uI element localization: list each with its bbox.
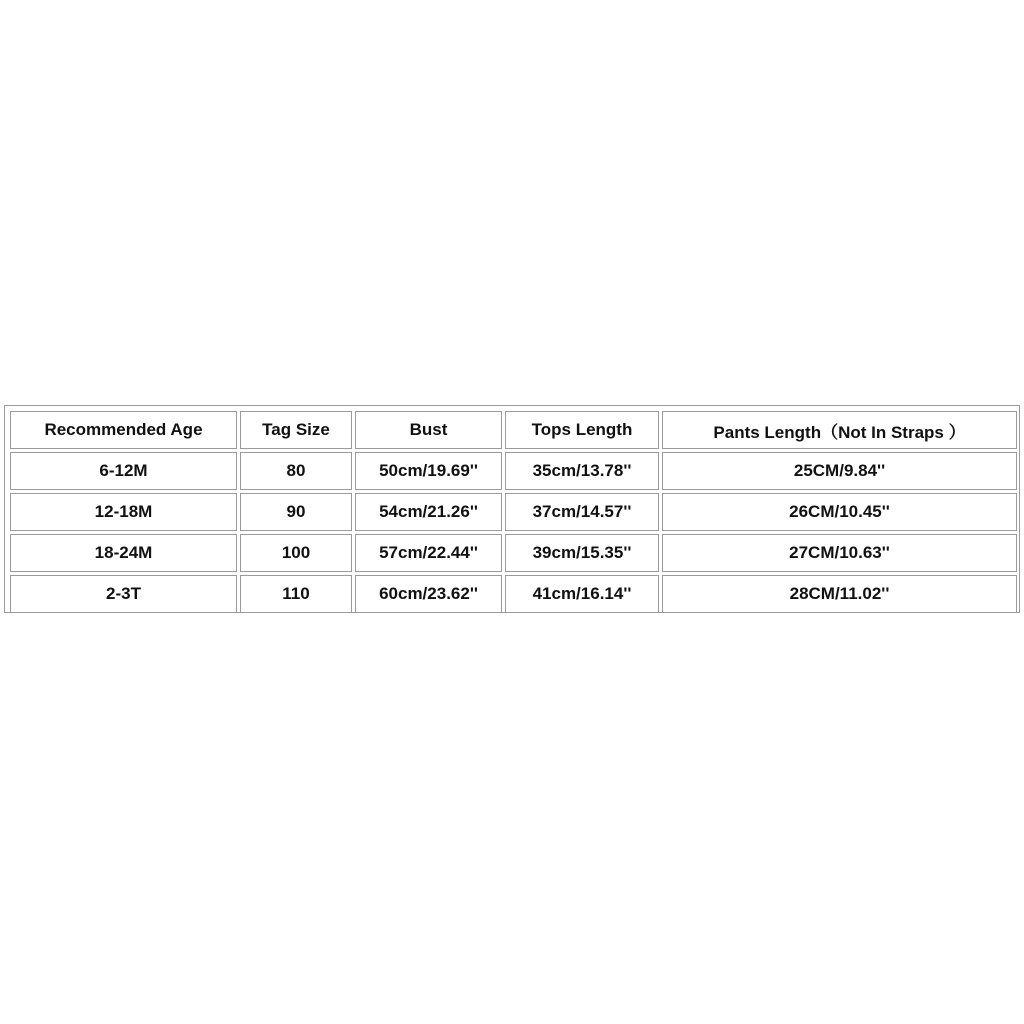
cell-pants-length: 26CM/10.45'' <box>662 493 1017 531</box>
cell-recommended-age: 12-18M <box>10 493 237 531</box>
cell-tag-size: 100 <box>240 534 352 572</box>
cell-tops-length: 35cm/13.78'' <box>505 452 659 490</box>
table-row <box>10 452 1017 490</box>
cell-tag-size: 90 <box>240 493 352 531</box>
header-cell-tops-length: Tops Length <box>505 411 659 449</box>
header-row <box>10 411 1017 449</box>
cell-tag-size: 80 <box>240 452 352 490</box>
table-row <box>10 493 1017 531</box>
header-cell-pants-length: Pants Length（Not In Straps ） <box>662 411 1017 449</box>
table-row <box>10 534 1017 572</box>
cell-bust: 60cm/23.62'' <box>355 575 502 613</box>
header-cell-tag-size: Tag Size <box>240 411 352 449</box>
cell-tag-size: 110 <box>240 575 352 613</box>
cell-pants-length: 28CM/11.02'' <box>662 575 1017 613</box>
cell-bust: 57cm/22.44'' <box>355 534 502 572</box>
cell-pants-length: 27CM/10.63'' <box>662 534 1017 572</box>
size-chart-table <box>7 408 1020 616</box>
header-cell-recommended-age: Recommended Age <box>10 411 237 449</box>
cell-recommended-age: 18-24M <box>10 534 237 572</box>
cell-bust: 54cm/21.26'' <box>355 493 502 531</box>
cell-tops-length: 37cm/14.57'' <box>505 493 659 531</box>
cell-tops-length: 41cm/16.14'' <box>505 575 659 613</box>
cell-recommended-age: 2-3T <box>10 575 237 613</box>
cell-tops-length: 39cm/15.35'' <box>505 534 659 572</box>
cell-pants-length: 25CM/9.84'' <box>662 452 1017 490</box>
cell-recommended-age: 6-12M <box>10 452 237 490</box>
header-cell-bust: Bust <box>355 411 502 449</box>
size-chart <box>4 405 1020 613</box>
table-row <box>10 575 1017 613</box>
cell-bust: 50cm/19.69'' <box>355 452 502 490</box>
